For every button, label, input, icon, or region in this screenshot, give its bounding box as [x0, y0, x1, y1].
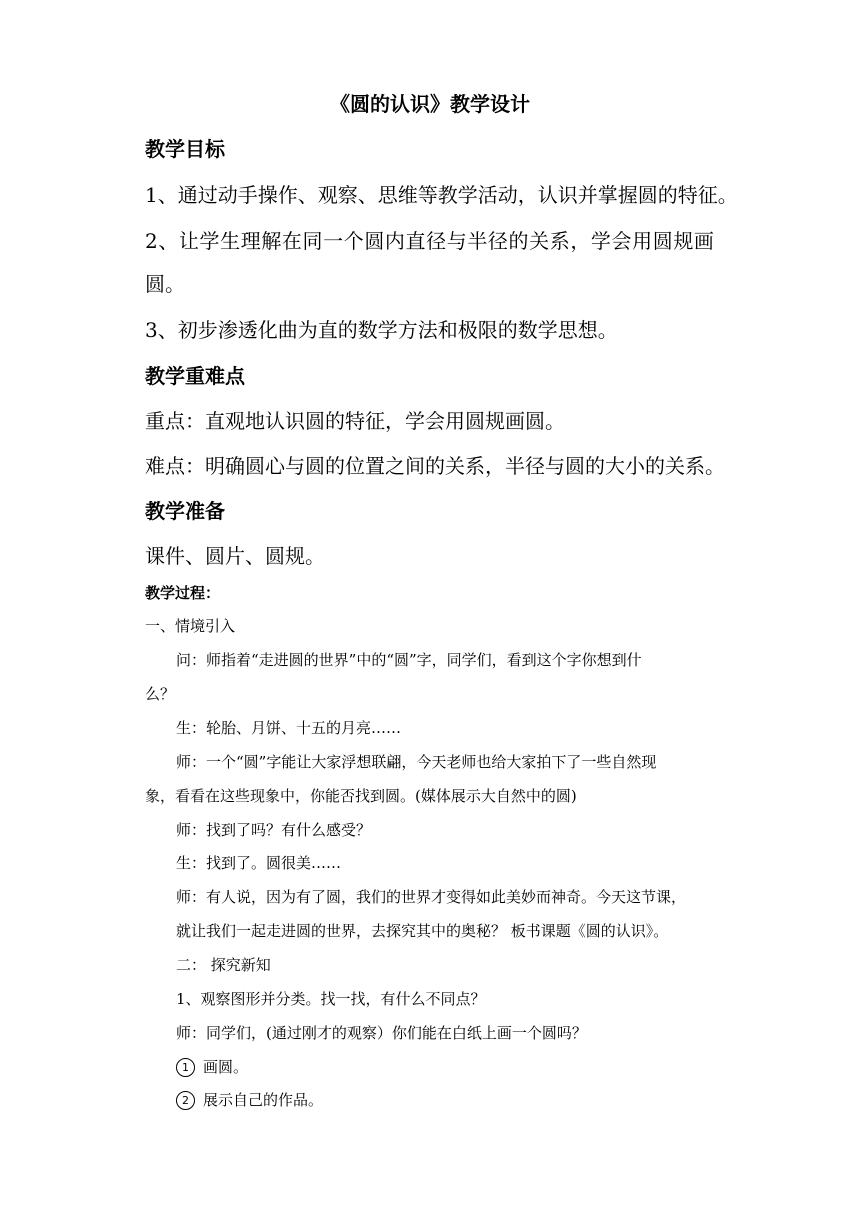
paragraph-draw-question: 师：同学们，(通过刚才的观察）你们能在白纸上画一个圆吗？	[176, 1024, 587, 1042]
section-intro: 一、情境引入	[145, 617, 236, 635]
heading-objectives: 教学目标	[145, 137, 225, 161]
paragraph-question-line1: 问：师指着“走进圆的世界”中的“圆”字，同学们，看到这个字你想到什	[176, 651, 642, 669]
key-point: 重点：直观地认识圆的特征，学会用圆规画圆。	[145, 409, 565, 433]
paragraph-teacher-line1: 师：一个“圆”字能让大家浮想联翩，今天老师也给大家拍下了一些自然现	[176, 753, 657, 771]
paragraph-teacher-question: 师：找到了吗？有什么感受？	[176, 821, 372, 839]
heading-preparation: 教学准备	[145, 499, 225, 523]
paragraph-question-line2: 么？	[145, 685, 176, 703]
paragraph-teacher-intro-line2: 就让我们一起走进圆的世界，去探究其中的奥秘？ 板书课题《圆的认识》。	[176, 922, 669, 940]
paragraph-student-answer: 生：轮胎、月饼、十五的月亮……	[176, 719, 402, 737]
preparation-items: 课件、圆片、圆规。	[145, 544, 325, 568]
paragraph-observe: 1、观察图形并分类。找一找，有什么不同点？	[176, 990, 486, 1008]
objective-1: 1、通过动手操作、观察、思维等教学活动，认识并掌握圆的特征。	[145, 183, 738, 207]
document-title: 《圆的认识》教学设计	[330, 92, 530, 116]
heading-process: 教学过程：	[145, 584, 221, 602]
objective-2-line2: 圆。	[145, 272, 185, 296]
difficulty-point: 难点：明确圆心与圆的位置之间的关系，半径与圆的大小的关系。	[145, 454, 725, 478]
paragraph-teacher-intro-line1: 师：有人说，因为有了圆，我们的世界才变得如此美妙而神奇。今天这节课，	[176, 888, 687, 906]
step-draw-circle-text: 画圆。	[203, 1058, 249, 1076]
step-show-work	[176, 1089, 323, 1110]
objective-3: 3、初步渗透化曲为直的数学方法和极限的数学思想。	[145, 318, 618, 342]
circled-number-2: 2	[176, 1091, 195, 1110]
section-explore: 二： 探究新知	[176, 956, 271, 974]
paragraph-student-reply: 生：找到了。圆很美……	[176, 854, 342, 872]
heading-keypoints: 教学重难点	[145, 364, 245, 388]
step-show-work-text: 展示自己的作品。	[203, 1091, 324, 1109]
paragraph-teacher-line2: 象，看看在这些现象中，你能否找到圆。(媒体展示大自然中的圆)	[145, 787, 577, 805]
objective-2-line1: 2、让学生理解在同一个圆内直径与半径的关系，学会用圆规画	[145, 229, 715, 253]
step-draw-circle	[176, 1056, 248, 1077]
circled-number-1: 1	[176, 1058, 195, 1077]
